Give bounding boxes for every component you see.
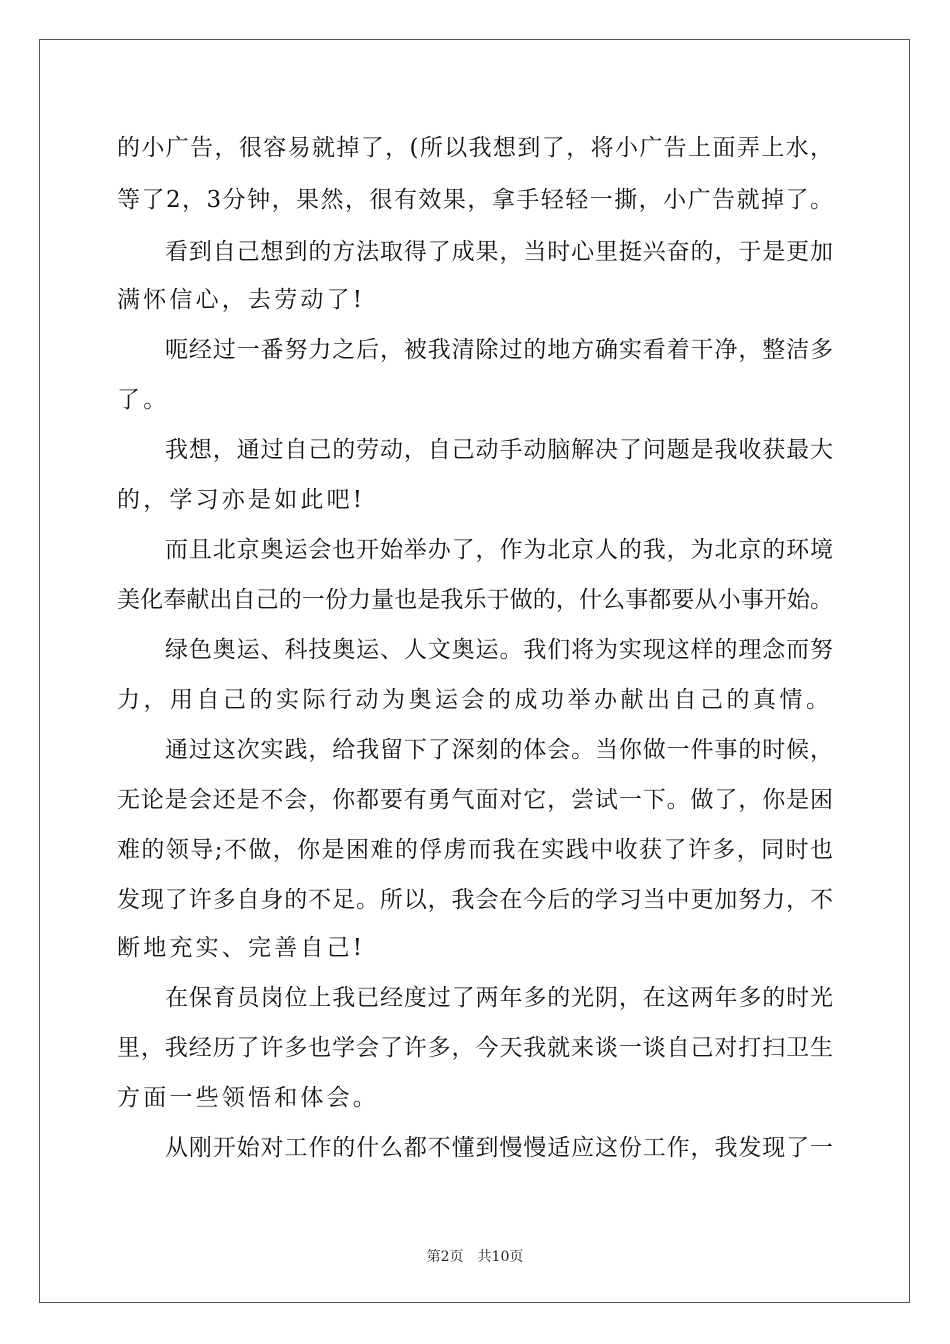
text-line: 绿色奥运、科技奥运、人文奥运。我们将为实现这样的理念而努 [165,637,833,663]
text-line: 满怀信心，去劳动了! [117,287,366,313]
page-number: 第2页 [426,1249,464,1265]
text-line: 在保育员岗位上我已经度过了两年多的光阴，在这两年多的时光 [165,985,833,1011]
text-line: 呃经过一番努力之后，被我清除过的地方确实看着干净，整洁多 [165,337,833,363]
text-line: 看到自己想到的方法取得了成果，当时心里挺兴奋的，于是更加 [165,239,833,265]
text-line: 从刚开始对工作的什么都不懂到慢慢适应这份工作，我发现了一 [165,1135,833,1161]
text-line: 难的领导;不做，你是困难的俘虏而我在实践中收获了许多，同时也 [117,837,833,863]
text-line: 美化奉献出自己的一份力量也是我乐于做的，什么事都要从小事开始。 [117,587,833,613]
text-line: 的，学习亦是如此吧! [117,487,366,513]
text-line: 等了2，3分钟，果然，很有效果，拿手轻轻一撕，小广告就掉了。 [117,187,833,213]
text-line: 而且北京奥运会也开始举办了，作为北京人的我，为北京的环境 [165,537,833,563]
text-line: 方面一些领悟和体会。 [117,1085,379,1111]
text-line: 了。 [117,387,170,413]
text-line: 通过这次实践，给我留下了深刻的体会。当你做一件事的时候， [165,737,833,763]
text-line: 我想，通过自己的劳动，自己动手动脑解决了问题是我收获最大 [165,437,833,463]
text-line: 无论是会还是不会，你都要有勇气面对它，尝试一下。做了，你是困 [117,787,833,813]
text-line: 断地充实、完善自己! [117,935,366,961]
text-line: 的小广告，很容易就掉了，(所以我想到了，将小广告上面弄上水， [117,135,833,161]
page-footer [0,1247,950,1267]
text-line: 发现了许多自身的不足。所以，我会在今后的学习当中更加努力，不 [117,887,833,913]
page-total: 共10页 [477,1249,524,1265]
text-line: 里，我经历了许多也学会了许多，今天我就来谈一谈自己对打扫卫生 [117,1035,833,1061]
text-line: 力，用自己的实际行动为奥运会的成功举办献出自己的真情。 [117,687,833,713]
